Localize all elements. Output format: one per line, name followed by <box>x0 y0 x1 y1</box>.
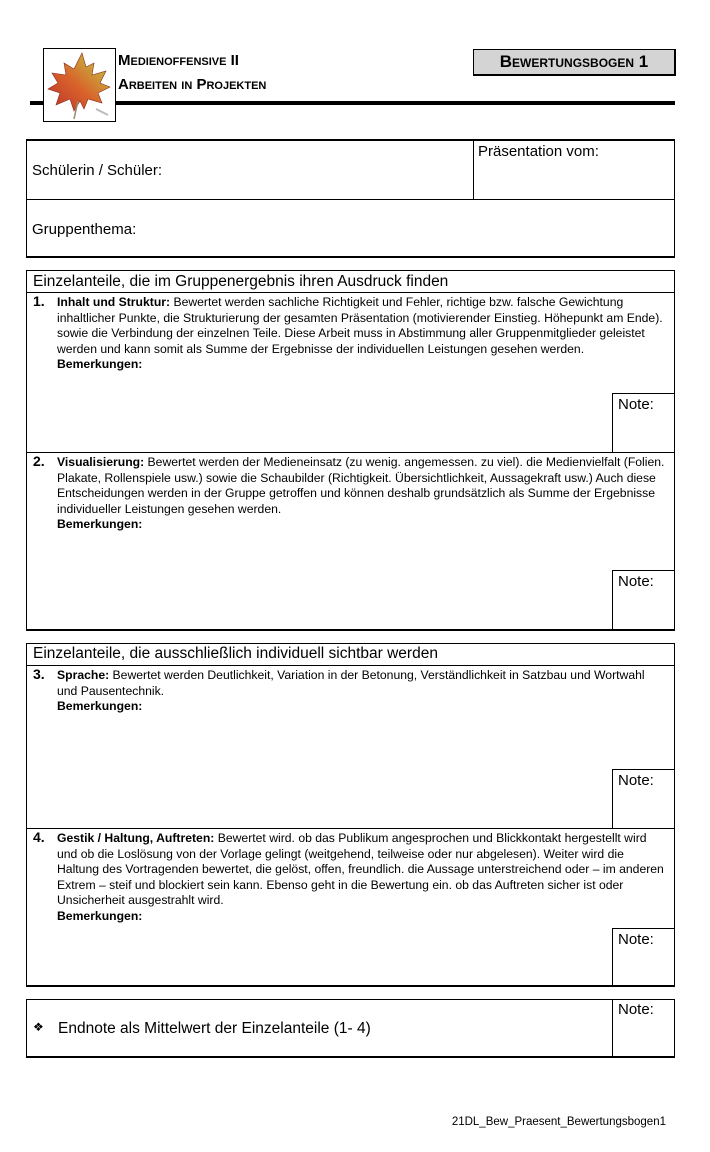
divider <box>27 199 674 200</box>
note-label: Note: <box>618 772 654 789</box>
note-label: Note: <box>618 396 654 413</box>
criterion-4 <box>33 831 668 924</box>
divider <box>27 828 674 829</box>
form-badge: Bewertungsbogen 1 <box>473 49 676 76</box>
criterion-2 <box>33 455 668 533</box>
note-field-3[interactable] <box>612 769 674 828</box>
footer-filename: 21DL_Bew_Praesent_Bewertungsbogen1 <box>451 1116 666 1128</box>
final-grade-label: Endnote als Mittelwert der Einzelanteile (1- 4) <box>58 1020 371 1037</box>
criterion-text: Bewertet werden sachliche Richtigkeit und Fehler, richtige bzw. falsche Gewichtung inhaltlicher Punkte, die Strukturierung der gesamten Präsentation (motivierender Einstieg. Höhepunkt am Ende). sowie die Verbindung der einzelnen Teile. Diese Arbeit muss in Abstimmung aller Gruppenmitglieder geleistet werden und kann somit als Summe der Ergebnisse der individuellen Leistungen gesehen werden. <box>57 295 663 356</box>
header-title-line2: Arbeiten in Projekten <box>118 76 267 93</box>
criterion-text: Bewertet werden der Medieneinsatz (zu wenig. angemessen. zu viel). die Medienvielfalt (Folien. Plakate, Rollenspiele usw.) sowie die Schaubilder (Richtigkeit. Übersichtlichkeit, Aussagekraft usw.) Auch diese Entscheidungen werden in der Gruppe getroffen und können deshalb grundsätzlich als Summe der Ergebnisse individueller Leistungen gesehen werden. <box>57 455 665 516</box>
criterion-heading: Sprache: <box>57 668 110 682</box>
section-title: Einzelanteile, die im Gruppenergebnis ihren Ausdruck finden <box>33 273 449 290</box>
student-field[interactable]: Schülerin / Schüler: <box>32 162 163 179</box>
criterion-1 <box>33 295 668 373</box>
diamond-bullet-icon: ❖ <box>33 1020 44 1034</box>
remarks-field[interactable]: Bemerkungen: <box>57 908 143 923</box>
criterion-number: 3. <box>33 666 45 682</box>
final-note-field[interactable] <box>612 999 674 1057</box>
section-individual <box>26 643 675 987</box>
divider <box>27 452 674 453</box>
info-box <box>26 139 675 258</box>
divider <box>473 141 474 199</box>
note-field-2[interactable] <box>612 570 674 630</box>
divider <box>27 292 674 293</box>
note-label: Note: <box>618 573 654 590</box>
divider <box>27 665 674 666</box>
criterion-heading: Gestik / Haltung, Auftreten: <box>57 831 215 845</box>
maple-leaf-icon <box>43 48 116 122</box>
criterion-heading: Visualisierung: <box>57 455 145 469</box>
remarks-field[interactable]: Bemerkungen: <box>57 517 143 531</box>
presentation-date-field[interactable]: Präsentation vom: <box>478 143 599 160</box>
criterion-3 <box>33 668 668 715</box>
criterion-number: 2. <box>33 453 45 469</box>
section-group-results <box>26 270 675 631</box>
header-title-line1: Medienoffensive II <box>118 52 239 69</box>
criterion-number: 1. <box>33 293 45 309</box>
note-field-1[interactable] <box>612 393 674 452</box>
remarks-field[interactable]: Bemerkungen: <box>57 699 143 713</box>
note-label: Note: <box>618 1001 654 1018</box>
criterion-text: Bewertet werden Deutlichkeit, Variation in der Betonung, Verständlichkeit in Satzbau und Wortwahl und Pausentechnik. <box>57 668 645 698</box>
section-title: Einzelanteile, die ausschließlich individuell sichtbar werden <box>33 645 438 662</box>
header-rule <box>30 101 675 105</box>
remarks-field[interactable]: Bemerkungen: <box>57 357 143 371</box>
final-grade-box <box>26 999 675 1058</box>
criterion-number: 4. <box>33 829 45 845</box>
criterion-heading: Inhalt und Struktur: <box>57 295 171 309</box>
group-topic-field[interactable]: Gruppenthema: <box>32 221 137 238</box>
note-field-4[interactable] <box>612 928 674 986</box>
criterion-text: Bewertet wird. ob das Publikum angesprochen und Blickkontakt hergestellt wird und ob die Loslösung von der Vorlage gelingt (weitgehend, teilweise oder nur abgelesen). Weiter wird die Haltung des Vortragenden bewertet, die gelöst, offen, freundlich. die Aussage unterstreichend oder – im anderen Extrem – steif und blockiert sein kann. Ebenso geht in die Bewertung ein. ob das Auftreten sicher ist oder Unsicherheit ausgestrahlt wird. <box>57 831 664 907</box>
note-label: Note: <box>618 931 654 948</box>
